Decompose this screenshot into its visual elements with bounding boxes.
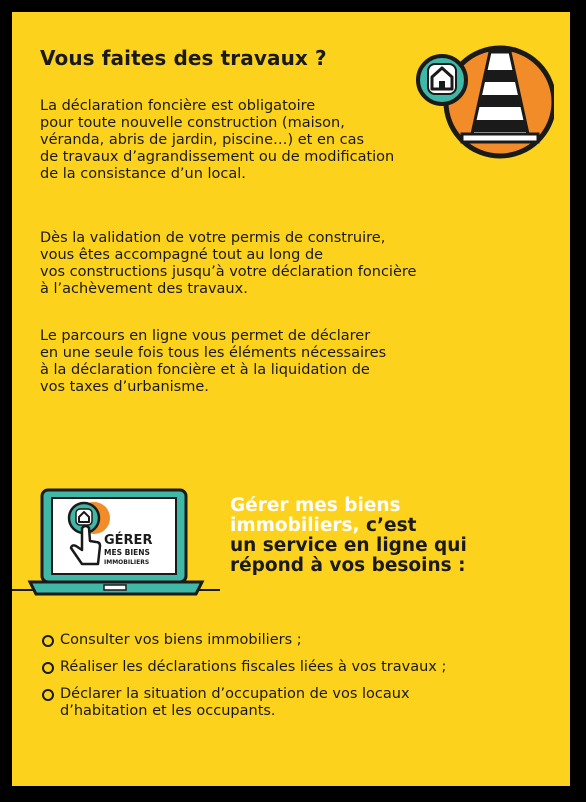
info-panel — [12, 12, 570, 786]
laptop-screen-line-2: MES BIENS — [104, 548, 150, 557]
circle-bullet-icon — [42, 689, 54, 701]
list-item — [40, 659, 446, 676]
list-item — [40, 686, 446, 720]
paragraph-line: en une seule fois tous les éléments nécessaires — [40, 345, 387, 361]
paragraph-line: vos taxes d’urbanisme. — [40, 379, 209, 395]
callout-highlight-line: immobiliers, — [230, 515, 360, 536]
paragraph-line: pour toute nouvelle construction (maison, — [40, 115, 345, 131]
list-item-text: Réaliser les déclarations fiscales liées à vos travaux ; — [60, 659, 447, 675]
paragraph-line: La déclaration foncière est obligatoire — [40, 98, 316, 114]
paragraph-line: de la consistance d’un local. — [40, 166, 246, 182]
paragraph-line: véranda, abris de jardin, piscine…) et en cas — [40, 132, 365, 148]
paragraph-line: Le parcours en ligne vous permet de déclarer — [40, 328, 371, 344]
callout-text-line: un service en ligne qui — [230, 535, 467, 556]
paragraph-3 — [40, 328, 510, 396]
paragraph-line: à l’achèvement des travaux. — [40, 281, 248, 297]
callout-text-line: répond à vos besoins : — [230, 555, 466, 576]
circle-bullet-icon — [42, 635, 54, 647]
home-icon — [418, 56, 466, 104]
callout-text: c’est — [359, 515, 417, 536]
paragraph-line: Dès la validation de votre permis de construire, — [40, 230, 386, 246]
paragraph-line: vos constructions jusqu’à votre déclaration foncière — [40, 264, 417, 280]
paragraph-line: de travaux d’agrandissement ou de modification — [40, 149, 395, 165]
laptop-screen-line-3: IMMOBILIERS — [104, 559, 150, 566]
service-callout — [230, 496, 467, 576]
list-item-text: Consulter vos biens immobiliers ; — [60, 632, 302, 648]
list-item-text: d’habitation et les occupants. — [60, 703, 276, 719]
callout-highlight-line: Gérer mes biens — [230, 495, 401, 516]
page-title: Vous faites des travaux ? — [40, 46, 327, 70]
laptop-icon — [12, 484, 222, 604]
paragraph-1 — [40, 98, 510, 183]
paragraph-2 — [40, 230, 510, 298]
list-item-text: Déclarer la situation d’occupation de vos locaux — [60, 686, 410, 702]
list-item — [40, 632, 446, 649]
service-list — [40, 632, 446, 730]
paragraph-line: à la déclaration foncière et à la liquidation de — [40, 362, 370, 378]
circle-bullet-icon — [42, 662, 54, 674]
paragraph-line: vous êtes accompagné tout au long de — [40, 247, 324, 263]
laptop-screen-line-1: GÉRER — [104, 533, 153, 548]
